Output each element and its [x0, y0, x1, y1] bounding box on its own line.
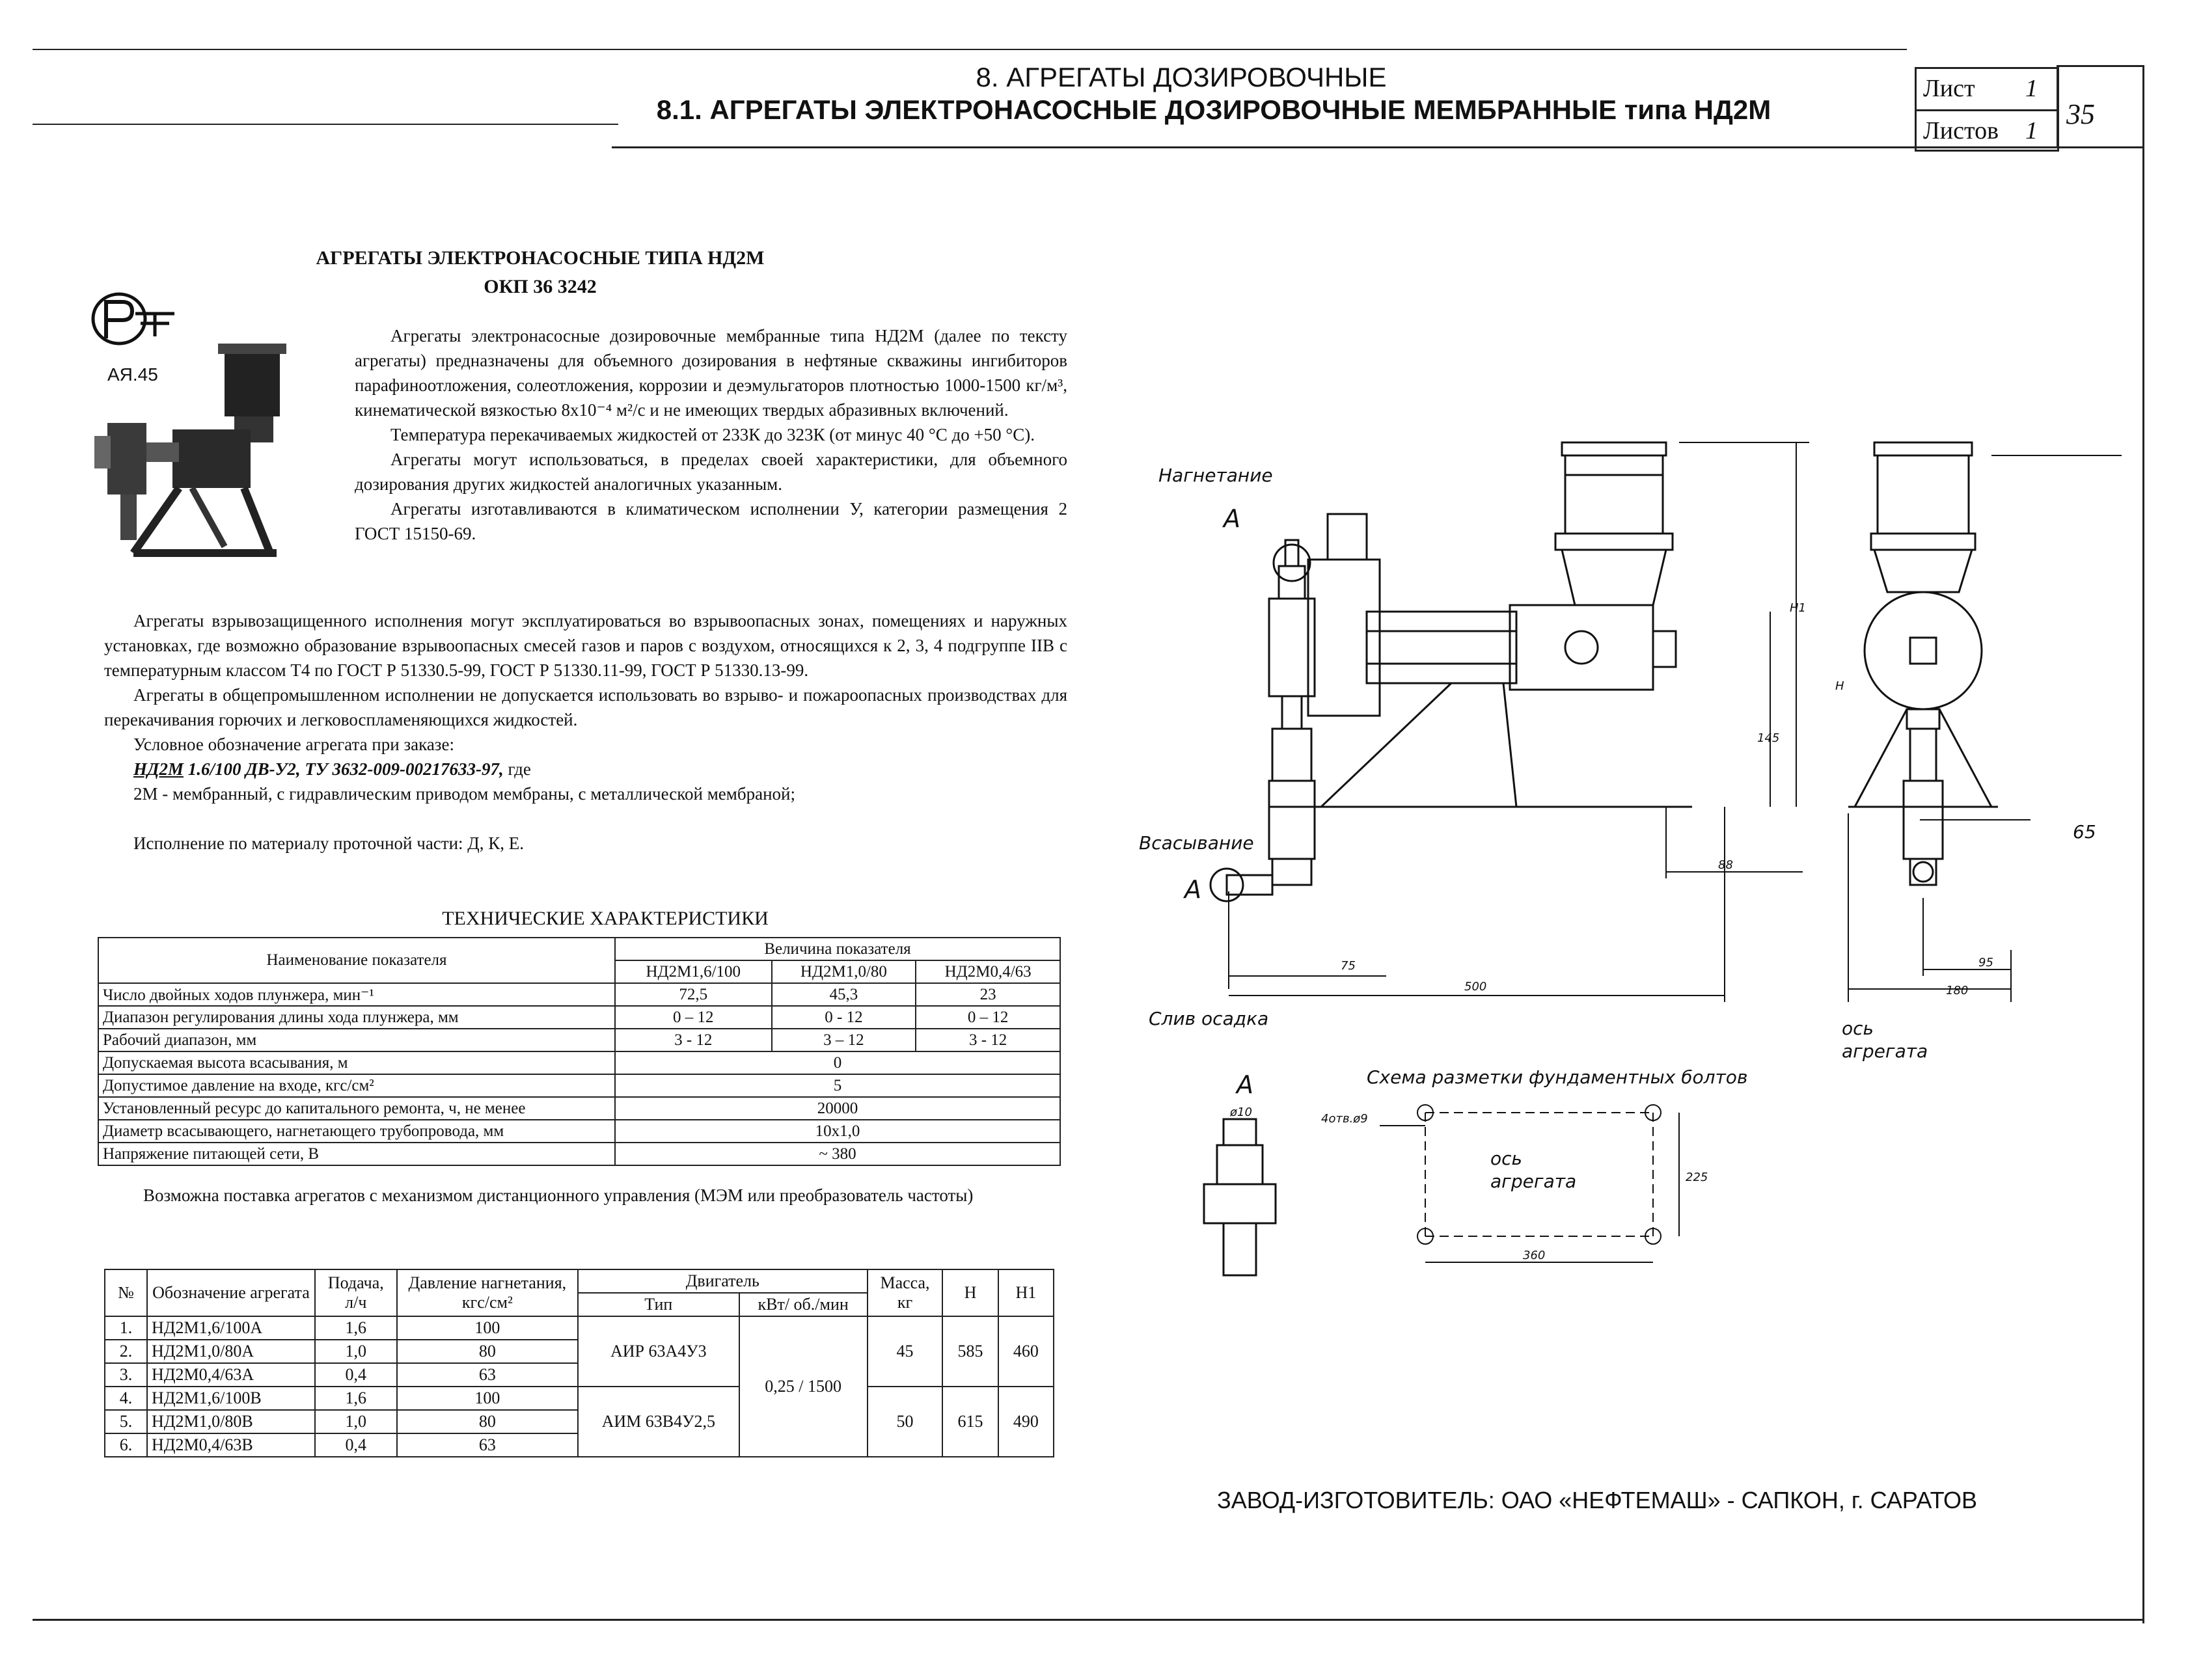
dim-145: 145 [1757, 731, 1780, 745]
row-value: 23 [916, 983, 1060, 1006]
cell-no: 2. [105, 1340, 147, 1363]
row-value: 10х1,0 [615, 1120, 1060, 1143]
table-row [98, 1051, 1060, 1074]
header-title-block [612, 62, 1816, 127]
sheet-value: 1 [2025, 75, 2038, 102]
row-value: 45,3 [772, 983, 916, 1006]
cell-pressure: 63 [397, 1363, 578, 1387]
intro-paragraph: Агрегаты электронасосные дозировочные мембранные типа НД2М (далее по тексту агрегаты) предназначены для объемного дозирования в нефтяные скважины ингибиторов парафиноотложения, солеотложения, коррозии и деэмульгаторов плотностью 1000-1500 кг/м³, кинематической вязкостью 8х10⁻⁴ м²/с и не имеющих твердых абразивных включений. [355, 326, 1067, 420]
cell-mass: 50 [868, 1387, 943, 1457]
remark-text: Возможна поставка агрегатов с механизмом дистанционного управления (МЭМ или преобразователь частоты) [143, 1185, 974, 1205]
label-bolt-holes: 4отв.ø9 [1321, 1112, 1368, 1126]
row-value: 3 - 12 [916, 1029, 1060, 1051]
label-suction: Всасывание [1139, 832, 1254, 854]
dim-H: Н [1835, 679, 1844, 693]
technical-drawing [1106, 416, 2141, 1288]
body-text [104, 608, 1067, 856]
intro-text [355, 323, 1067, 546]
cell-no: 1. [105, 1316, 147, 1340]
col-H1: Н1 [998, 1269, 1054, 1316]
row-value: 0 – 12 [615, 1006, 772, 1029]
document-heading [195, 244, 885, 301]
cell-feed: 1,0 [315, 1340, 397, 1363]
order-code-rest: 1.6/100 ДВ-У2, ТУ 3632-009-00217633-97, [183, 759, 504, 779]
intro-paragraph: Агрегаты могут использоваться, в пределах своей характеристики, для объемного дозирования других жидкостей аналогичных указанным. [355, 450, 1067, 494]
models-table [104, 1269, 1054, 1457]
cell-pressure: 100 [397, 1387, 578, 1410]
col-name-header: Наименование показателя [98, 938, 615, 983]
dim-88: 88 [1718, 858, 1733, 872]
dim-H1: Н1 [1790, 601, 1806, 615]
col-group-header: Величина показателя [615, 938, 1060, 960]
remark [104, 1183, 1067, 1208]
tech-table [98, 937, 1061, 1166]
cell-feed: 0,4 [315, 1363, 397, 1387]
row-value: ~ 380 [615, 1143, 1060, 1165]
row-value: 72,5 [615, 983, 772, 1006]
cell-power: 0,25 / 1500 [739, 1316, 868, 1457]
col-motor-power: кВт/ об./мин [739, 1293, 868, 1316]
table-row [98, 1120, 1060, 1143]
row-name: Установленный ресурс до капитального ремонта, ч, не менее [98, 1097, 615, 1120]
cell-designation: НД2М1,6/100В [147, 1387, 315, 1410]
model-header: НД2М1,6/100 [615, 960, 772, 983]
table-row [105, 1316, 1054, 1340]
col-designation: Обозначение агрегата [147, 1269, 315, 1316]
row-name: Рабочий диапазон, мм [98, 1029, 615, 1051]
row-name: Диапазон регулирования длины хода плунжера, мм [98, 1006, 615, 1029]
label-view-a: А [1224, 504, 1240, 533]
page-box-top [2057, 65, 2144, 67]
table-row [98, 1143, 1060, 1165]
row-name: Напряжение питающей сети, В [98, 1143, 615, 1165]
material-line: Исполнение по материалу проточной части: Д, К, Е. [133, 833, 524, 853]
cell-no: 3. [105, 1363, 147, 1387]
body-paragraph: Агрегаты в общепромышленном исполнении не допускается использовать во взрыво- и пожароопасных производствах для перекачивания горючих и легковоспламеняющихся жидкостей. [104, 685, 1067, 729]
side-view [1848, 442, 2122, 1002]
row-name: Допускаемая высота всасывания, м [98, 1051, 615, 1074]
sheet-row [1917, 69, 2057, 109]
col-H: Н [942, 1269, 998, 1316]
label-scheme-unit: агрегата [1490, 1171, 1577, 1192]
cell-feed: 0,4 [315, 1433, 397, 1457]
product-photo [94, 338, 348, 573]
heading-text: АГРЕГАТЫ ЭЛЕКТРОНАСОСНЫЕ ТИПА НД2М [316, 247, 765, 269]
detail-a [1204, 1119, 1276, 1275]
order-code [104, 757, 1067, 781]
cell-designation: НД2М1,0/80А [147, 1340, 315, 1363]
dim-75: 75 [1341, 959, 1356, 973]
col-mass: Масса, кг [868, 1269, 943, 1316]
cell-feed: 1,6 [315, 1387, 397, 1410]
sheets-row [1917, 109, 2057, 152]
order-explanation: 2М - мембранный, с гидравлическим приводом мембраны, с металлической мембраной; [133, 784, 795, 804]
intro-paragraph: Агрегаты изготавливаются в климатическом исполнении У, категории размещения 2 ГОСТ 15150-69. [355, 499, 1067, 543]
cell-feed: 1,0 [315, 1410, 397, 1433]
model-header: НД2М0,4/63 [916, 960, 1060, 983]
order-code-tail: где [503, 759, 531, 779]
cell-H: 585 [942, 1316, 998, 1387]
certificate-code: АЯ.45 [107, 364, 158, 385]
row-name: Число двойных ходов плунжера, мин⁻¹ [98, 983, 615, 1006]
row-name: Допустимое давление на входе, кгс/см² [98, 1074, 615, 1097]
label-scheme-axis: ось [1490, 1148, 1523, 1169]
table-row [98, 1029, 1060, 1051]
col-feed: Подача, л/ч [315, 1269, 397, 1316]
table-row [98, 1097, 1060, 1120]
row-value: 0 [615, 1051, 1060, 1074]
col-motor-type: Тип [578, 1293, 739, 1316]
cell-H1: 460 [998, 1316, 1054, 1387]
table-row [105, 1387, 1054, 1410]
drawing-labels [1139, 465, 2096, 1262]
label-unit: агрегата [1842, 1040, 1928, 1062]
sheets-label: Листов [1923, 117, 1999, 144]
row-value: 5 [615, 1074, 1060, 1097]
order-code-prefix: НД2М [133, 759, 184, 779]
cell-H1: 490 [998, 1387, 1054, 1457]
right-border [2142, 65, 2144, 1623]
dim-d10: ø10 [1230, 1105, 1252, 1119]
label-drain: Слив осадка [1149, 1008, 1269, 1029]
table-row [98, 1074, 1060, 1097]
table-header-row [105, 1269, 1054, 1293]
cell-designation: НД2М0,4/63В [147, 1433, 315, 1457]
label-axis: ось [1842, 1018, 1874, 1039]
dim-65: 65 [2073, 821, 2096, 843]
subsection-title: 8.1. АГРЕГАТЫ ЭЛЕКТРОНАСОСНЫЕ ДОЗИРОВОЧНЫЕ МЕМБРАННЫЕ типа НД2М [656, 94, 1771, 125]
row-name: Диаметр всасывающего, нагнетающего трубопровода, мм [98, 1120, 615, 1143]
dim-500: 500 [1464, 980, 1487, 994]
table-header-row [98, 938, 1060, 960]
cell-pressure: 80 [397, 1340, 578, 1363]
label-detail-a: А [1237, 1070, 1253, 1099]
dim-95: 95 [1978, 956, 1993, 969]
dim-180: 180 [1946, 984, 1969, 997]
table-row [98, 1006, 1060, 1029]
col-motor: Двигатель [578, 1269, 868, 1293]
model-header: НД2М1,0/80 [772, 960, 916, 983]
manufacturer-line: ЗАВОД-ИЗГОТОВИТЕЛЬ: ОАО «НЕФТЕМАШ» - САПКОН, г. САРАТОВ [1217, 1487, 1977, 1513]
okp-code: ОКП 36 3242 [484, 276, 597, 297]
label-bolt-scheme: Схема разметки фундаментных болтов [1367, 1066, 1748, 1088]
col-no: № [105, 1269, 147, 1316]
cell-pressure: 63 [397, 1433, 578, 1457]
cell-designation: НД2М1,6/100А [147, 1316, 315, 1340]
row-value: 0 – 12 [916, 1006, 1060, 1029]
cell-H: 615 [942, 1387, 998, 1457]
body-paragraph: Условное обозначение агрегата при заказе: [133, 735, 454, 754]
cell-no: 4. [105, 1387, 147, 1410]
sheet-label: Лист [1923, 75, 1975, 102]
cell-no: 5. [105, 1410, 147, 1433]
cell-motor: АИМ 63В4У2,5 [578, 1387, 739, 1457]
row-value: 3 – 12 [772, 1029, 916, 1051]
dim-225: 225 [1686, 1171, 1708, 1184]
row-value: 3 - 12 [615, 1029, 772, 1051]
cell-no: 6. [105, 1433, 147, 1457]
dim-360: 360 [1523, 1249, 1546, 1262]
bottom-rule [33, 1619, 2144, 1621]
cell-mass: 45 [868, 1316, 943, 1387]
sheets-value: 1 [2025, 117, 2038, 144]
top-rule [33, 49, 1907, 50]
intro-paragraph: Температура перекачиваемых жидкостей от 233К до 323К (от минус 40 °С до +50 °С). [390, 425, 1035, 444]
body-paragraph: Агрегаты взрывозащищенного исполнения могут эксплуатироваться во взрывоопасных зонах, помещениях и наружных установках, где возможно образование взрывоопасных смесей газов и паров с воздухом, относящихся к 2, 3, 4 подгруппе IIВ с температурным классом Т4 по ГОСТ Р 51330.5-99, ГОСТ Р 51330.11-99, ГОСТ Р 51330.13-99. [104, 611, 1067, 680]
label-discharge: Нагнетание [1158, 465, 1273, 486]
cell-motor: АИР 63А4У3 [578, 1316, 739, 1387]
cell-pressure: 100 [397, 1316, 578, 1340]
col-pressure: Давление нагнетания, кгс/см² [397, 1269, 578, 1316]
section-title: 8. АГРЕГАТЫ ДОЗИРОВОЧНЫЕ [976, 62, 1387, 92]
row-value: 0 - 12 [772, 1006, 916, 1029]
label-view-a-2: А [1184, 875, 1201, 904]
cell-designation: НД2М0,4/63А [147, 1363, 315, 1387]
tech-title: ТЕХНИЧЕСКИЕ ХАРАКТЕРИСТИКИ [442, 908, 769, 929]
sheet-info-box [1915, 67, 2059, 152]
cell-pressure: 80 [397, 1410, 578, 1433]
row-value: 20000 [615, 1097, 1060, 1120]
front-view [1210, 442, 1809, 1002]
cell-feed: 1,6 [315, 1316, 397, 1340]
header-rule-left [33, 124, 618, 125]
cell-designation: НД2М1,0/80В [147, 1410, 315, 1433]
table-row [98, 983, 1060, 1006]
page-number: 35 [2066, 98, 2095, 130]
